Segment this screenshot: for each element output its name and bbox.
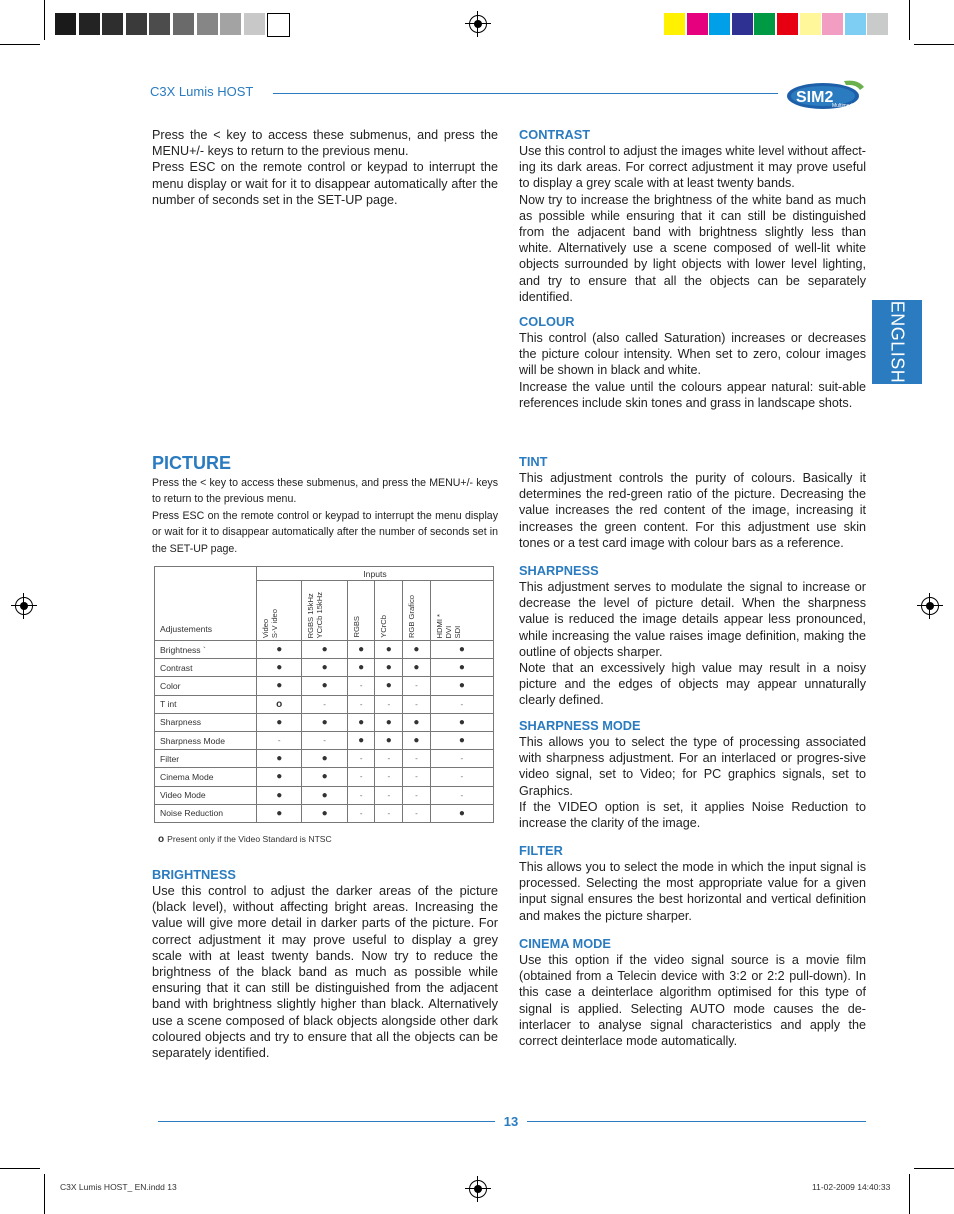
section-heading: CINEMA MODE: [519, 936, 611, 951]
input-column-header: [430, 581, 493, 641]
input-column-header: [347, 581, 375, 641]
picture-paragraph: Press ESC on the remote control or keypad to interrupt the menu display or wait for it to disappear automatically after the number of seconds set in the SET-UP page.: [152, 509, 498, 555]
availability-cell: ●: [430, 677, 493, 695]
availability-cell: -: [375, 768, 403, 786]
availability-cell: ●: [375, 659, 403, 677]
section-heading: FILTER: [519, 843, 563, 858]
language-tab: [872, 300, 922, 384]
availability-cell: ●: [347, 731, 375, 749]
color-swatch: [732, 13, 753, 35]
language-tab-label: ENGLISH: [887, 300, 908, 384]
colour-section: [519, 314, 866, 411]
picture-paragraph: Press the < key to access these submenus, and press the MENU+/- keys to return to the previous menu.: [152, 477, 498, 506]
table-row: [155, 641, 494, 659]
adjustment-label: Contrast: [155, 659, 257, 677]
colour-paragraph: Increase the value until the colours appear natural: suit-able references include skin tones and grass in landscape shots.: [519, 379, 866, 410]
color-swatch: [754, 13, 775, 35]
color-swatch: [822, 13, 843, 35]
color-swatch: [867, 13, 888, 35]
contrast-paragraph: Use this control to adjust the images white level without affect-ing its dark areas. For correct adjustment it may prove useful to display a grey scale with at least twenty bands.: [519, 144, 866, 191]
availability-cell: -: [375, 804, 403, 822]
availability-cell: -: [347, 768, 375, 786]
table-row: [155, 659, 494, 677]
registration-mark-icon: [469, 1180, 487, 1198]
page-number: 13: [503, 1114, 519, 1129]
slug-timestamp: 11-02-2009 14:40:33: [812, 1182, 891, 1192]
availability-cell: -: [302, 695, 347, 713]
availability-cell: ●: [257, 768, 302, 786]
contrast-section: [519, 127, 866, 305]
availability-cell: ●: [302, 786, 347, 804]
section-heading: COLOUR: [519, 314, 575, 329]
availability-cell: -: [403, 768, 431, 786]
availability-cell: ●: [257, 677, 302, 695]
crop-mark: [914, 44, 954, 45]
input-column-label: RGBS 15kHz YCrCb 15kHz: [306, 591, 325, 638]
availability-cell: ●: [375, 713, 403, 731]
gray-swatch: [267, 13, 290, 37]
header-rule: [273, 93, 778, 94]
table-row: [155, 750, 494, 768]
availability-cell: ●: [430, 713, 493, 731]
inputs-header: Inputs: [257, 567, 494, 581]
adjustment-label: Sharpness: [155, 713, 257, 731]
table-row: [155, 677, 494, 695]
color-swatch: [800, 13, 821, 35]
gray-swatch: [173, 13, 194, 35]
crop-mark: [909, 1174, 910, 1214]
availability-cell: -: [257, 731, 302, 749]
gray-swatch: [149, 13, 170, 35]
availability-cell: ●: [347, 641, 375, 659]
adjustment-label: Color: [155, 677, 257, 695]
contrast-paragraph: Now try to increase the brightness of the white band as much as possible while ensuring that it can still be distinguished from the adjacent band with brightness slightly less than white. Alternatively use a scene composed of well-lit white objects surrounded by light objects with lower level lighting, and try to ensure that all the objects can be separately identified.: [519, 192, 866, 304]
table-row: [155, 786, 494, 804]
gray-swatch: [102, 13, 123, 35]
cinema-mode-section: [519, 936, 866, 1049]
logo-subtext: Multimedia: [832, 103, 857, 109]
availability-cell: ●: [430, 804, 493, 822]
table-row: [155, 804, 494, 822]
table-row: [155, 695, 494, 713]
section-heading: PICTURE: [152, 453, 232, 473]
footnote-text: Present only if the Video Standard is NTSC: [167, 834, 332, 844]
color-swatch: [709, 13, 730, 35]
footer-rule: [527, 1121, 866, 1122]
logo-wordmark: SIM2: [796, 89, 834, 106]
sharpness-paragraph: This adjustment serves to modulate the signal to increase or decrease the level of picture detail. When the sharpness value is reduced the image details appear less pronounced, while increasing the value raises image definition, making the outline of objects sharper.: [519, 580, 866, 659]
sharpness-mode-section: [519, 718, 866, 831]
input-column-label: RGB Grafico: [407, 594, 417, 638]
availability-cell: -: [347, 695, 375, 713]
section-heading: CONTRAST: [519, 127, 591, 142]
availability-cell: o: [257, 695, 302, 713]
availability-cell: -: [430, 786, 493, 804]
availability-cell: ●: [403, 713, 431, 731]
availability-cell: ●: [347, 659, 375, 677]
availability-cell: ●: [375, 731, 403, 749]
availability-cell: ●: [302, 768, 347, 786]
brightness-section: [152, 867, 498, 1061]
color-swatch: [845, 13, 866, 35]
adjustment-label: Noise Reduction: [155, 804, 257, 822]
sharpness-mode-paragraph: This allows you to select the type of processing associated with sharpness adjustment. For an interlaced or progres-sive video signal, set to Video; for PC graphics signals, set to Graphics.: [519, 735, 866, 798]
registration-mark-icon: [15, 597, 33, 615]
availability-cell: -: [347, 677, 375, 695]
availability-cell: ●: [302, 750, 347, 768]
availability-cell: -: [375, 750, 403, 768]
brightness-paragraph: Use this control to adjust the darker areas of the picture (black level), without affecting bright areas. Increasing the value will give more detail in darker parts of the picture. For correct adjustment it may prove useful to display a grey scale with at least twenty bands. Now try to reduce the brightness of the black band as much as possible while ensuring that it can still be distinguished from the adjacent band with brightness slightly higher than black. Alternatively use a scene composed of black objects alongside other dark coloured objects and try to ensure that all the objects can be separately identified.: [152, 883, 498, 1061]
color-swatch: [777, 13, 798, 35]
footnote-symbol: o: [158, 834, 165, 845]
slug-filename: C3X Lumis HOST_ EN.indd 13: [60, 1182, 177, 1192]
gray-swatch: [244, 13, 265, 35]
section-heading: BRIGHTNESS: [152, 867, 236, 882]
availability-cell: -: [347, 786, 375, 804]
availability-cell: -: [375, 695, 403, 713]
crop-mark: [0, 44, 40, 45]
availability-cell: ●: [403, 731, 431, 749]
input-column-header: [375, 581, 403, 641]
availability-cell: -: [403, 695, 431, 713]
adjustment-label: Cinema Mode: [155, 768, 257, 786]
gray-swatch: [79, 13, 100, 35]
availability-cell: ●: [375, 641, 403, 659]
gray-swatch: [126, 13, 147, 35]
availability-cell: ●: [375, 677, 403, 695]
adjustment-label: Video Mode: [155, 786, 257, 804]
sharpness-mode-paragraph: If the VIDEO option is set, it applies Noise Reduction to increase the clarity of the image.: [519, 799, 866, 831]
sim2-logo: [786, 78, 866, 110]
input-column-label: YCrCb: [379, 615, 389, 638]
availability-cell: ●: [403, 659, 431, 677]
picture-section: [152, 452, 498, 557]
intro-block: [152, 127, 498, 208]
availability-cell: ●: [302, 677, 347, 695]
color-swatch: [664, 13, 685, 35]
availability-cell: ●: [302, 804, 347, 822]
availability-cell: -: [430, 695, 493, 713]
availability-cell: ●: [257, 804, 302, 822]
availability-cell: ●: [430, 731, 493, 749]
availability-cell: ●: [257, 786, 302, 804]
footer-rule: [158, 1121, 495, 1122]
gray-swatch: [197, 13, 218, 35]
availability-cell: ●: [257, 641, 302, 659]
adjustment-label: T int: [155, 695, 257, 713]
cinema-mode-paragraph: Use this option if the video signal source is a movie film (obtained from a Telecin device with 3:2 or 2:2 pull-down). In this case a deinterlace algorithm optimised for this type of signal is applied. Selecting AUTO mode causes the de-interlacer to analyse signal characteristics and apply the correct deinterlace mode automatically.: [519, 953, 866, 1049]
availability-cell: ●: [302, 659, 347, 677]
crop-mark: [914, 1168, 954, 1169]
input-column-label: RGBS: [351, 616, 361, 638]
section-heading: SHARPNESS MODE: [519, 718, 641, 733]
crop-mark: [44, 1174, 45, 1214]
colour-paragraph: This control (also called Saturation) increases or decreases the picture colour intensity. When set to zero, colour images will be shown in black and white.: [519, 331, 866, 378]
availability-cell: ●: [430, 659, 493, 677]
registration-mark-icon: [469, 15, 487, 33]
availability-cell: ●: [302, 641, 347, 659]
availability-cell: -: [302, 731, 347, 749]
availability-cell: -: [347, 804, 375, 822]
crop-mark: [909, 0, 910, 40]
adjustment-label: Brightness `: [155, 641, 257, 659]
section-heading: TINT: [519, 454, 548, 469]
input-column-header: [257, 581, 302, 641]
gray-swatch: [220, 13, 241, 35]
document-title: C3X Lumis HOST: [150, 84, 254, 99]
gray-swatch: [55, 13, 76, 35]
availability-cell: -: [403, 786, 431, 804]
availability-cell: ●: [257, 713, 302, 731]
adjustment-label: Sharpness Mode: [155, 731, 257, 749]
table-row: [155, 713, 494, 731]
section-heading: SHARPNESS: [519, 563, 599, 578]
sharpness-paragraph: Note that an excessively high value may result in a noisy picture and the edges of objects may appear unnaturally clearly defined.: [519, 661, 866, 708]
filter-section: [519, 843, 866, 924]
availability-cell: -: [375, 786, 403, 804]
intro-paragraph: Press the < key to access these submenus, and press the MENU+/- keys to return to the previous menu.: [152, 128, 498, 159]
registration-mark-icon: [921, 597, 939, 615]
input-column-label: HDMI * DVI SDI: [434, 613, 462, 638]
adjustment-label: Filter: [155, 750, 257, 768]
input-column-label: Video S-V ideo: [261, 608, 279, 638]
availability-cell: -: [403, 677, 431, 695]
availability-cell: ●: [257, 659, 302, 677]
corner-label: Adjustements: [155, 567, 257, 641]
crop-mark: [44, 0, 45, 40]
sharpness-section: [519, 563, 866, 709]
adjustments-table: [154, 566, 494, 823]
availability-cell: ●: [430, 641, 493, 659]
availability-cell: -: [430, 750, 493, 768]
color-swatch: [687, 13, 708, 35]
crop-mark: [0, 1168, 40, 1169]
input-column-header: [403, 581, 431, 641]
intro-paragraph: Press ESC on the remote control or keypad to interrupt the menu display or wait for it to disappear automatically after the number of seconds set in the SET-UP page.: [152, 160, 498, 207]
availability-cell: -: [430, 768, 493, 786]
table-row: [155, 731, 494, 749]
availability-cell: ●: [403, 641, 431, 659]
availability-cell: -: [347, 750, 375, 768]
availability-cell: ●: [347, 713, 375, 731]
table-row: [155, 768, 494, 786]
availability-cell: -: [403, 750, 431, 768]
availability-cell: ●: [257, 750, 302, 768]
filter-paragraph: This allows you to select the mode in which the input signal is processed. Selecting the most appropriate value for a given input signal ensures the best horizontal and vertical definition and makes the picture sharper.: [519, 860, 866, 923]
availability-cell: ●: [302, 713, 347, 731]
tint-section: [519, 454, 866, 551]
tint-paragraph: This adjustment controls the purity of colours. Basically it determines the red-green ratio of the picture. Decreasing the value increases the red content of the image, increasing it increases the green content. For this adjustment use skin tones or a test card image with colour bars as a reference.: [519, 471, 866, 550]
availability-cell: -: [403, 804, 431, 822]
input-column-header: [302, 581, 347, 641]
table-footnote: [158, 834, 332, 845]
